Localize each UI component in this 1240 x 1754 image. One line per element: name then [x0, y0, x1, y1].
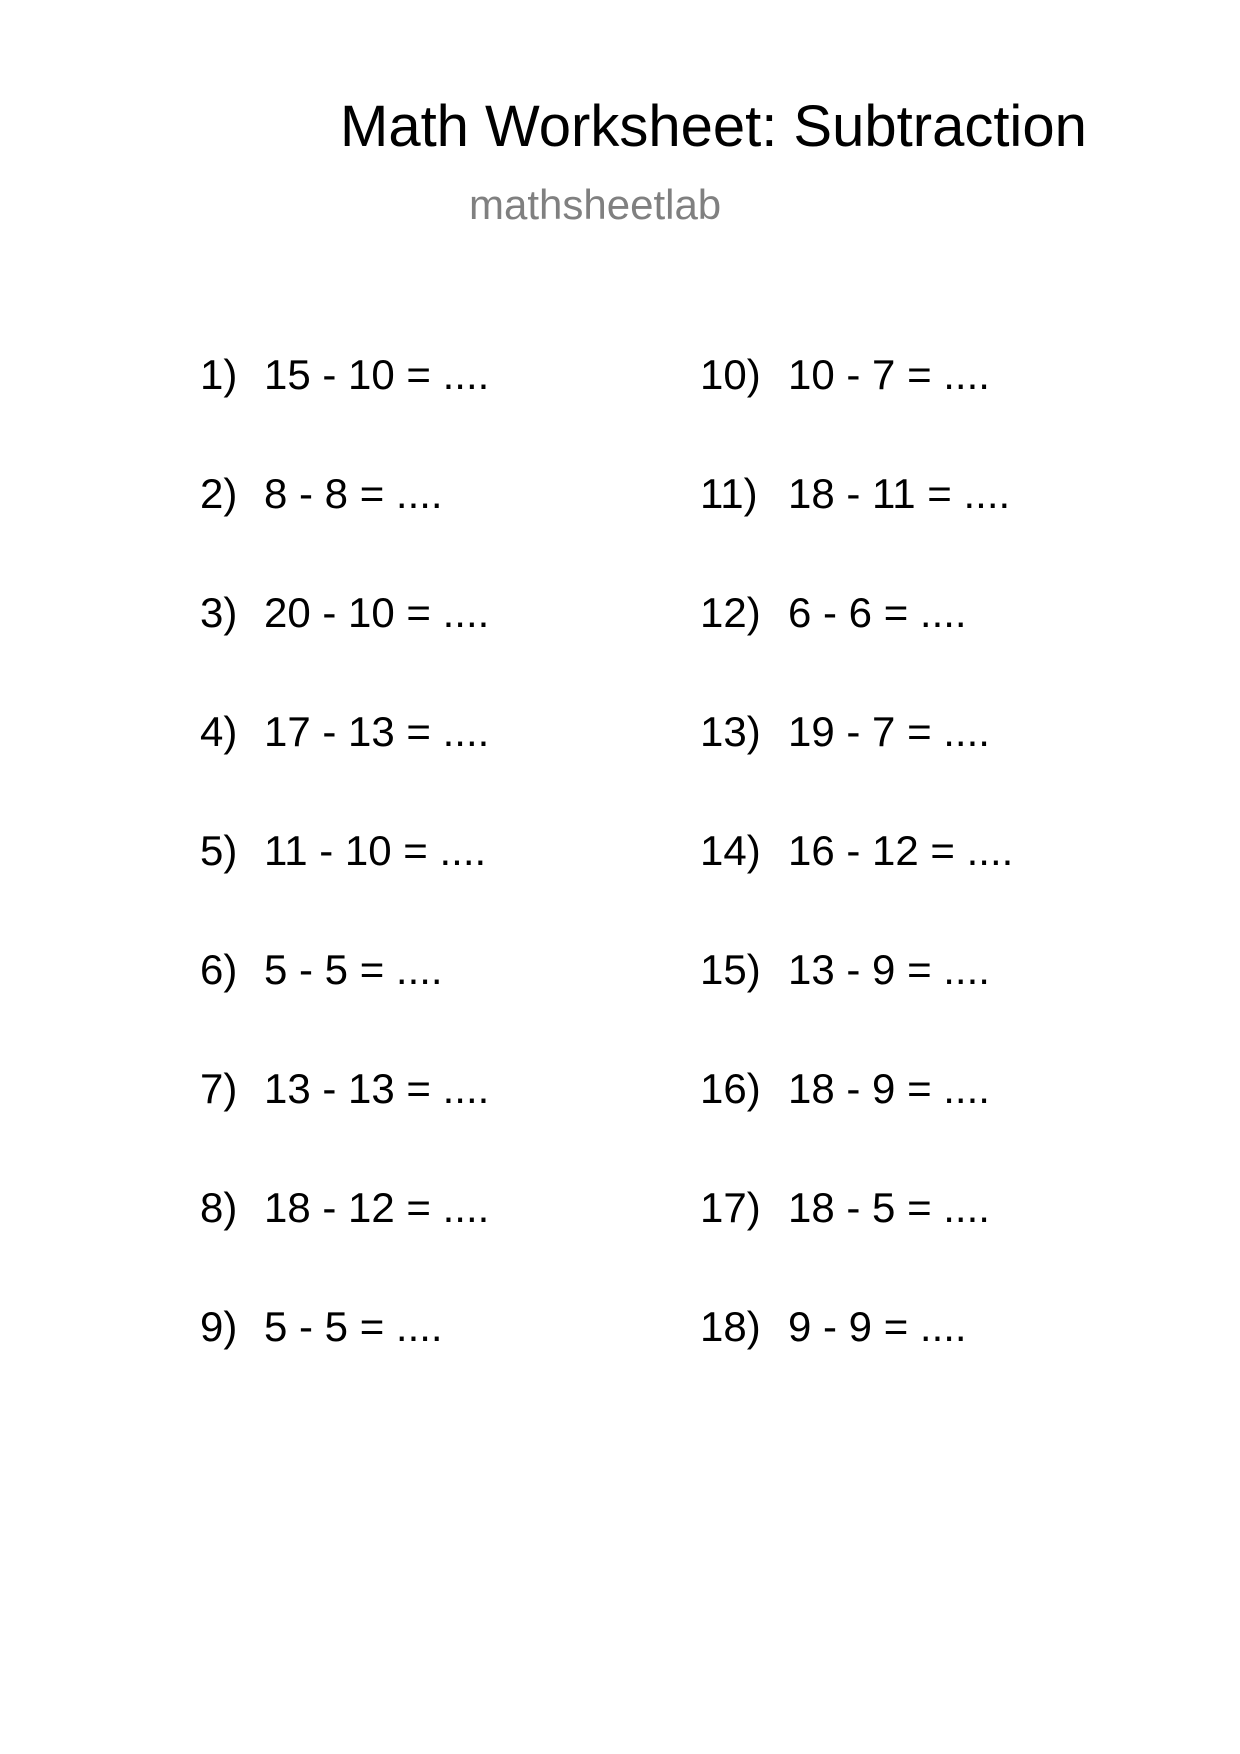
problem-expression: 16 - 12 = ....	[788, 827, 1014, 874]
problem-expression: 17 - 13 = ....	[264, 708, 490, 755]
problem-item	[200, 707, 489, 757]
problem-expression: 18 - 5 = ....	[788, 1184, 990, 1231]
problem-item	[700, 588, 967, 638]
problem-number: 1)	[200, 351, 238, 398]
problem-number: 2)	[200, 470, 238, 517]
problem-number: 16)	[700, 1065, 761, 1112]
problem-expression: 5 - 5 = ....	[264, 1303, 443, 1350]
problem-number: 13)	[700, 708, 761, 755]
problem-expression: 19 - 7 = ....	[788, 708, 990, 755]
problem-item	[700, 350, 990, 400]
problem-item	[700, 945, 990, 995]
problem-number: 15)	[700, 946, 761, 993]
problem-item	[200, 1064, 489, 1114]
problem-number: 6)	[200, 946, 238, 993]
problem-item	[700, 826, 1013, 876]
problem-item	[200, 469, 443, 519]
problem-item	[200, 588, 489, 638]
problem-item	[700, 1302, 967, 1352]
problem-item	[700, 1183, 990, 1233]
problem-number: 3)	[200, 589, 238, 636]
problem-expression: 18 - 11 = ....	[788, 470, 1011, 517]
problem-item	[700, 469, 1010, 519]
problem-expression: 9 - 9 = ....	[788, 1303, 967, 1350]
problem-number: 14)	[700, 827, 761, 874]
problem-number: 8)	[200, 1184, 238, 1231]
page-title: Math Worksheet: Subtraction	[340, 94, 1087, 159]
problem-number: 18)	[700, 1303, 761, 1350]
problem-number: 4)	[200, 708, 238, 755]
problem-expression: 15 - 10 = ....	[264, 351, 490, 398]
problem-number: 7)	[200, 1065, 238, 1112]
problem-expression: 13 - 9 = ....	[788, 946, 990, 993]
problem-number: 10)	[700, 351, 761, 398]
problem-expression: 13 - 13 = ....	[264, 1065, 490, 1112]
problem-number: 5)	[200, 827, 238, 874]
problem-expression: 5 - 5 = ....	[264, 946, 443, 993]
problem-expression: 8 - 8 = ....	[264, 470, 443, 517]
problem-number: 12)	[700, 589, 761, 636]
problem-expression: 18 - 9 = ....	[788, 1065, 990, 1112]
problem-expression: 18 - 12 = ....	[264, 1184, 490, 1231]
problem-item	[200, 945, 443, 995]
problem-item	[700, 1064, 990, 1114]
problem-number: 11)	[700, 470, 758, 517]
problem-item	[700, 707, 990, 757]
problem-number: 17)	[700, 1184, 761, 1231]
problem-item	[200, 1183, 489, 1233]
brand-subtitle: mathsheetlab	[469, 181, 722, 228]
problem-expression: 20 - 10 = ....	[264, 589, 490, 636]
problem-number: 9)	[200, 1303, 238, 1350]
problem-item	[200, 350, 489, 400]
problem-item	[200, 1302, 443, 1352]
problem-expression: 11 - 10 = ....	[264, 827, 487, 874]
problem-expression: 10 - 7 = ....	[788, 351, 990, 398]
problem-item	[200, 826, 486, 876]
problem-expression: 6 - 6 = ....	[788, 589, 967, 636]
